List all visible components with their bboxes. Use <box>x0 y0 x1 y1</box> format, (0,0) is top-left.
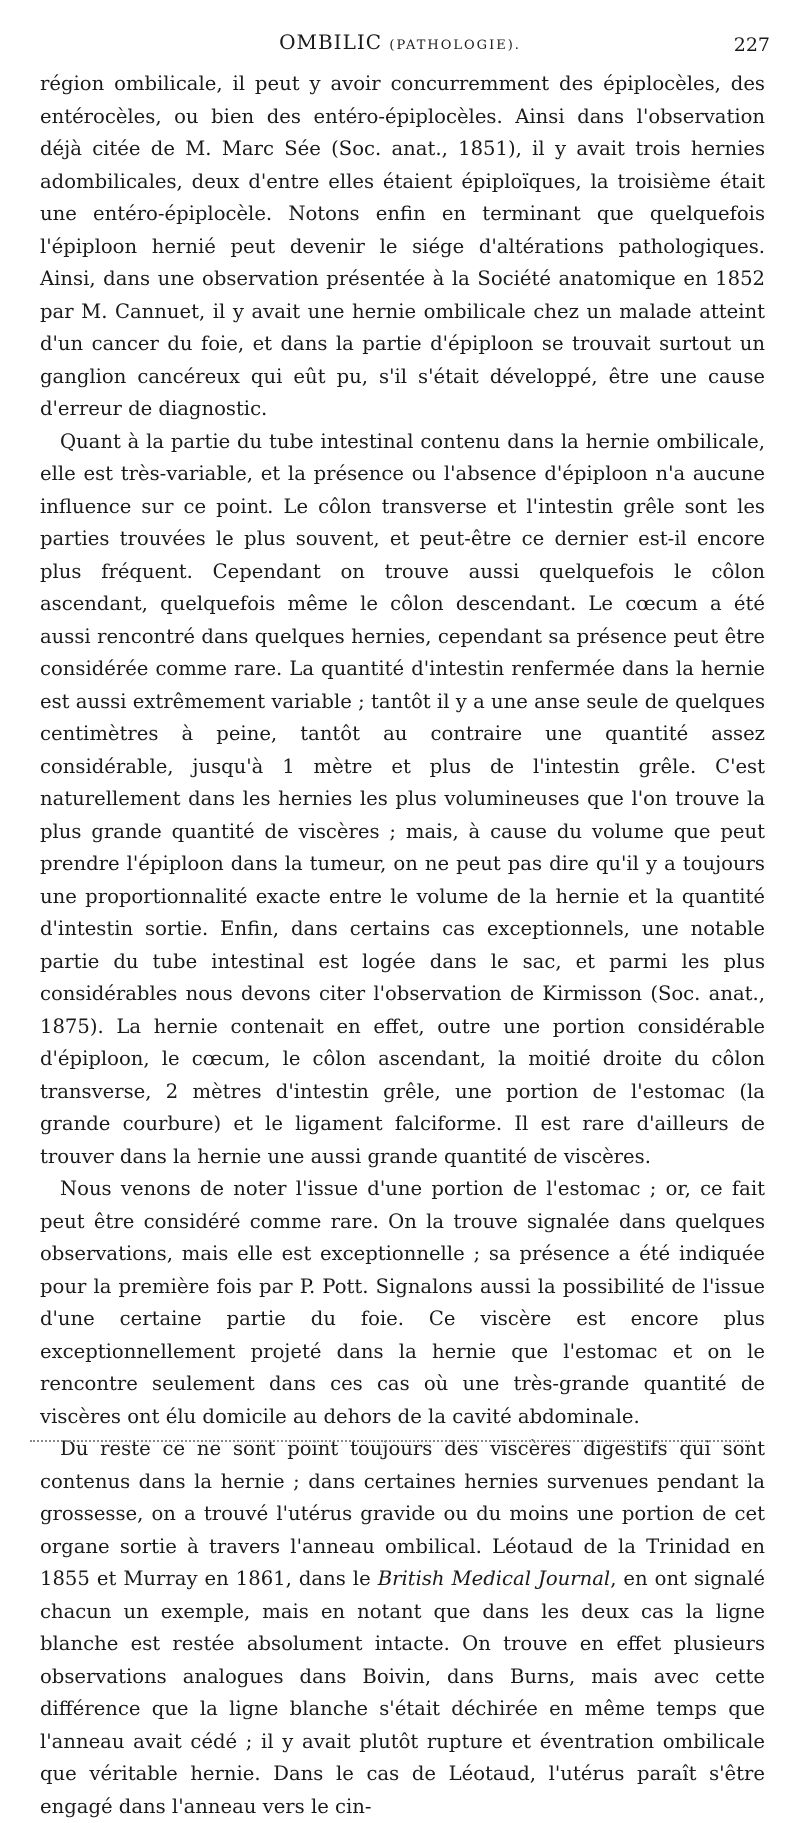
paragraph-3: Nous venons de noter l'issue d'une portion de l'estomac ; or, ce fait peut être considéré comme rare. On la trouve signalée dans quelques observations, mais elle est exceptionnelle ; sa présence a été indiquée pour la première fois par P. Pott. Signalons aussi la possibilité de l'issue d'une certaine partie du foie. Ce viscère est encore plus exceptionnellement projeté dans la hernie que l'estomac et on le rencontre seulement dans ces cas où une très-grande quantité de viscères ont élu domicile au dehors de la cavité abdominale. <box>40 1177 765 1428</box>
paragraph-2: Quant à la partie du tube intestinal contenu dans la hernie ombilicale, elle est très-variable, et la présence ou l'absence d'épiploon n'a aucune influence sur ce point. Le côlon transverse et l'intestin grêle sont les parties trouvées le plus souvent, et peut-être ce dernier est-il encore plus fréquent. Cependant on trouve aussi quelquefois le côlon ascendant, quelquefois même le côlon descendant. Le cœcum a été aussi rencontré dans quelques hernies, cependant sa présence peut être considérée comme rare. La quantité d'intestin renfermée dans la hernie est aussi extrêmement variable ; tantôt il y a une anse seule de quelques centimètres à peine, tantôt au contraire une quantité assez considérable, jusqu'à 1 mètre et plus de l'intestin grêle. C'est naturellement dans les hernies les plus volumineuses que l'on trouve la plus grande quantité de viscères ; mais, à cause du volume que peut prendre l'épiploon dans la tumeur, on ne peut pas dire qu'il y a toujours une proportionnalité exacte entre le volume de la hernie et la quantité d'intestin sortie. Enfin, dans certains cas exceptionnels, une notable partie du tube intestinal est logée dans le sac, et parmi les plus considérables nous devons citer l'observation de Kirmisson (Soc. anat., 1875). La hernie contenait en effet, outre une portion considérable d'épiploon, le cœcum, le côlon ascendant, la moitié droite du côlon transverse, 2 mètres d'intestin grêle, une portion de l'estomac (la grande courbure) et le ligament falciforme. Il est rare d'ailleurs de trouver dans la hernie une aussi grande quantité de viscères. <box>40 429 765 1168</box>
running-title-subtitle: (PATHOLOGIE). <box>389 38 521 53</box>
paragraph-4-text-after: , en ont signalé chacun un exemple, mais en notant que dans les deux cas la ligne blanche est restée absolument intacte. On trouve en effet plusieurs observations analogues dans Boivin, dans Burns, mais avec cette différence que la ligne blanche s'était déchirée en même temps que l'anneau avait cédé ; il y avait plutôt rupture et éventration ombilicale que véritable hernie. Dans le cas de Léotaud, l'utérus paraît s'être engagé dans l'anneau vers le cin- <box>40 1567 765 1818</box>
journal-title: British Medical Journal <box>377 1567 611 1590</box>
running-title <box>0 30 800 54</box>
paragraph-1: région ombilicale, il peut y avoir concurremment des épiplocèles, des entérocèles, ou bien des entéro-épiplocèles. Ainsi dans l'observation déjà citée de M. Marc Sée (Soc. anat., 1851), il y avait trois hernies adombilicales, deux d'entre elles étaient épiploïques, la troisième était une entéro-épiplocèle. Notons enfin en terminant que quelquefois l'épiploon hernié peut devenir le siége d'altérations pathologiques. Ainsi, dans une observation présentée à la Société anatomique en 1852 par M. Cannuet, il y avait une hernie ombilicale chez un malade atteint d'un cancer du foie, et dans la partie d'épiploon se trouvait surtout un ganglion cancéreux qui eût pu, s'il s'était développé, être une cause d'erreur de diagnostic. <box>40 72 765 420</box>
body-text <box>40 68 765 1823</box>
page-header <box>0 30 800 64</box>
page-number: 227 <box>733 34 770 56</box>
paragraph-4-text-before: Du reste ce ne sont point toujours des viscères digestifs qui sont contenus dans la hernie ; dans certaines hernies survenues pendant la grossesse, on a trouvé l'utérus gravide ou du moins une portion de cet organe sortie à travers l'anneau ombilical. Léotaud de la Trinidad en 1855 et Murray en 1861, dans le <box>40 1437 765 1590</box>
footer-dotted-rule <box>30 1440 750 1442</box>
running-title-main: OMBILIC <box>279 30 383 54</box>
paragraph-4 <box>40 1433 765 1823</box>
